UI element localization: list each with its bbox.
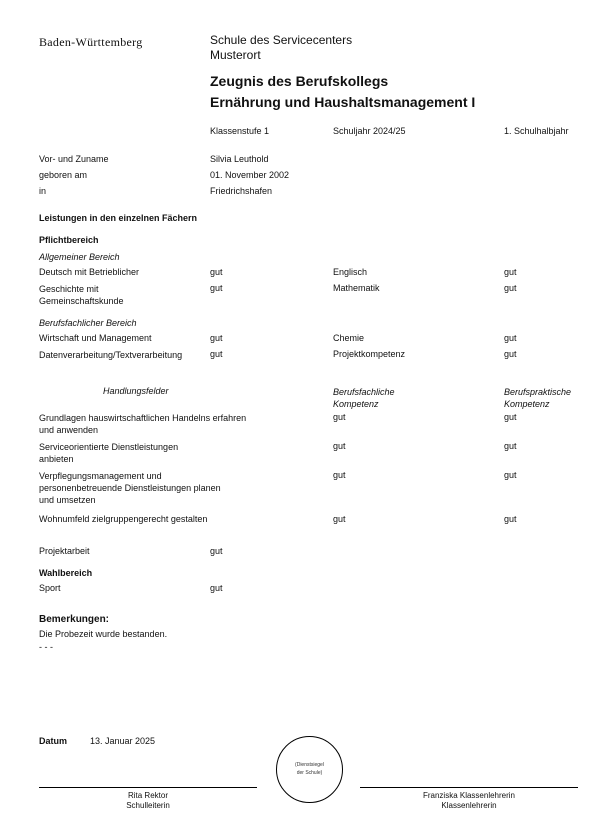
principal-signature-line	[39, 787, 257, 788]
field-name: Grundlagen hauswirtschaftlichen Handelns erfahren und anwenden	[39, 413, 247, 435]
subject-grade: gut	[504, 349, 517, 359]
subject-name: Projektkompetenz	[333, 349, 406, 359]
project-grade: gut	[210, 546, 223, 556]
subject-grade: gut	[210, 333, 223, 343]
birth-label: geboren am	[39, 170, 88, 180]
name-label: Vor- und Zuname	[39, 154, 109, 164]
school-location: Musterort	[210, 48, 261, 62]
field-grade-practical: gut	[504, 412, 517, 422]
subject-grade: gut	[504, 267, 517, 277]
class-level: Klassenstufe 1	[210, 126, 270, 136]
field-grade-professional: gut	[333, 441, 346, 451]
elective-grade: gut	[210, 583, 223, 593]
school-name: Schule des Servicecenters	[210, 33, 353, 47]
school-year: Schuljahr 2024/25	[333, 126, 406, 136]
teacher-role: Klassenlehrerin	[441, 801, 497, 810]
seal-text: der Schule)	[296, 770, 323, 776]
subject-name: Wirtschaft und Management	[39, 333, 152, 343]
general-area-title: Allgemeiner Bereich	[39, 252, 120, 262]
field-name: Wohnumfeld zielgruppengerecht gestalten	[39, 514, 208, 524]
birth-value: 01. November 2002	[210, 170, 290, 180]
field-name: Serviceorientierte Dienstleistungen anbieten	[39, 442, 179, 464]
name-value: Silvia Leuthold	[210, 154, 269, 164]
document-title: Zeugnis des Berufskollegs	[210, 73, 389, 89]
remarks-title: Bemerkungen:	[39, 614, 110, 625]
birthplace-label: in	[39, 186, 47, 196]
field-grade-professional: gut	[333, 470, 346, 480]
teacher-signature-line	[360, 787, 578, 788]
teacher-name: Franziska Klassenlehrerin	[422, 791, 516, 800]
professional-competence-header: Berufsfachliche Kompetenz	[333, 387, 395, 409]
official-seal	[276, 736, 343, 803]
field-grade-professional: gut	[333, 514, 346, 524]
subject-name: Englisch	[333, 267, 368, 277]
program-title: Ernährung und Haushaltsmanagement I	[210, 94, 476, 110]
subject-grade: gut	[504, 333, 517, 343]
birthplace-value: Friedrichshafen	[210, 186, 273, 196]
principal-role: Schulleiterin	[126, 801, 170, 810]
elective-subject: Sport	[39, 583, 61, 593]
subject-name: Deutsch mit Betrieblicher	[39, 267, 140, 277]
field-name: Verpflegungsmanagement und personenbetreuende Dienstleistungen planen und umsetzen	[39, 471, 221, 505]
fields-header: Handlungsfelder	[103, 386, 169, 396]
subject-grade: gut	[210, 283, 223, 293]
subject-name: Mathematik	[333, 283, 380, 293]
date-value: 13. Januar 2025	[90, 736, 156, 746]
remarks-placeholder: - - -	[39, 642, 53, 652]
field-grade-practical: gut	[504, 514, 517, 524]
date-label: Datum	[39, 736, 68, 746]
vocational-area-title: Berufsfachlicher Bereich	[39, 318, 137, 328]
state-name: Baden-Württemberg	[39, 35, 143, 49]
field-grade-professional: gut	[333, 412, 346, 422]
field-grade-practical: gut	[504, 470, 517, 480]
subject-name: Datenverarbeitung/Textverarbeitung	[39, 350, 183, 360]
half-year: 1. Schulhalbjahr	[504, 126, 569, 136]
subject-grade: gut	[210, 349, 223, 359]
field-grade-practical: gut	[504, 441, 517, 451]
section-title: Leistungen in den einzelnen Fächern	[39, 213, 198, 223]
remarks-text: Die Probezeit wurde bestanden.	[39, 629, 168, 639]
project-label: Projektarbeit	[39, 546, 90, 556]
subject-grade: gut	[210, 267, 223, 277]
principal-name: Rita Rektor	[127, 791, 168, 800]
elective-title: Wahlbereich	[39, 568, 93, 578]
subject-name: Geschichte mit Gemeinschaftskunde	[39, 284, 124, 306]
practical-competence-header: Berufspraktische Kompetenz	[504, 387, 572, 409]
seal-text: (Dienstsiegel	[295, 762, 324, 768]
subject-grade: gut	[504, 283, 517, 293]
mandatory-title: Pflichtbereich	[39, 235, 99, 245]
subject-name: Chemie	[333, 333, 365, 343]
